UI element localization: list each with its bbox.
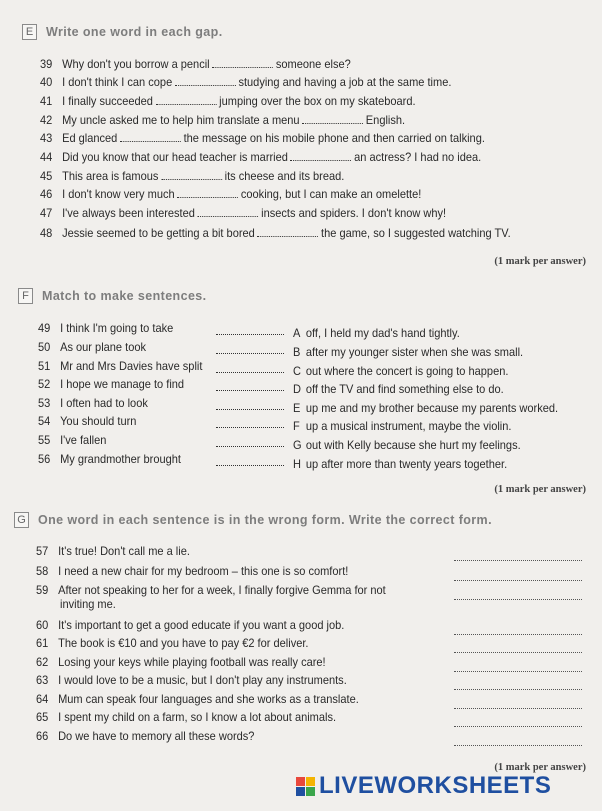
wrong-form-sentence <box>36 655 326 669</box>
option-text: up me and my brother because my parents worked. <box>305 401 559 415</box>
sentence-end: jumping over the box on my skateboard. <box>219 94 416 108</box>
sentence-start: Jessie seemed to be getting a bit bored <box>62 226 255 240</box>
gap-sentence <box>40 150 481 164</box>
item-number: 63 <box>36 673 49 687</box>
gap-blank[interactable] <box>302 115 363 124</box>
sentence-end: an actress? I had no idea. <box>354 150 482 164</box>
option-text: off the TV and find something else to do. <box>305 382 504 396</box>
wrong-form-sentence <box>36 729 254 743</box>
option-letter: F <box>293 419 300 433</box>
logo-square-2 <box>306 777 315 786</box>
logo-square-4 <box>306 787 315 796</box>
sentence-end: the message on his mobile phone and then carried on talking. <box>183 131 485 145</box>
option-letter: G <box>293 438 302 452</box>
match-answer-blank[interactable] <box>216 353 284 354</box>
wrong-form-sentence <box>36 673 347 687</box>
sentence-end: the game, so I suggested watching TV. <box>321 226 511 240</box>
option-letter: D <box>293 382 301 396</box>
sentence-text: After not speaking to her for a week, I finally forgive Gemma for not <box>58 583 386 597</box>
answer-line[interactable] <box>454 634 582 635</box>
gap-blank[interactable] <box>156 96 217 105</box>
gap-sentence <box>40 57 351 71</box>
item-number: 49 <box>38 321 51 335</box>
match-option <box>293 345 523 359</box>
match-option <box>293 419 511 433</box>
gap-blank[interactable] <box>212 59 273 68</box>
item-number: 54 <box>38 414 51 428</box>
liveworksheets-logo <box>296 772 551 800</box>
gap-sentence <box>40 206 446 220</box>
sentence-text: The book is €10 and you have to pay €2 for deliver. <box>58 636 309 650</box>
gap-blank[interactable] <box>258 228 319 237</box>
item-number: 64 <box>36 692 49 706</box>
answer-line[interactable] <box>454 652 582 653</box>
item-number: 41 <box>40 94 53 108</box>
sentence-text: I need a new chair for my bedroom – this one is so comfort! <box>58 564 349 578</box>
stem-text: I think I'm going to take <box>60 321 174 335</box>
match-option <box>293 326 460 340</box>
section-e-letter: E <box>22 24 37 40</box>
match-option <box>293 438 521 452</box>
match-answer-blank[interactable] <box>216 334 284 335</box>
item-number: 45 <box>40 169 53 183</box>
match-stem <box>38 452 181 466</box>
answer-line[interactable] <box>454 580 582 581</box>
item-number: 62 <box>36 655 49 669</box>
sentence-end: someone else? <box>275 57 351 71</box>
sentence-text: Losing your keys while playing football was really care! <box>58 655 326 669</box>
stem-text: As our plane took <box>60 340 147 354</box>
wrong-form-sentence <box>36 583 386 597</box>
sentence-text: I would love to be a music, but I don't play any instruments. <box>58 673 347 687</box>
answer-line[interactable] <box>454 599 582 600</box>
match-stem <box>38 340 146 354</box>
match-stem <box>38 321 173 335</box>
item-number: 59 <box>36 583 49 597</box>
item-number: 56 <box>38 452 51 466</box>
gap-sentence <box>40 113 405 127</box>
item-number: 66 <box>36 729 49 743</box>
wrong-form-sentence <box>36 544 190 558</box>
option-text: up a musical instrument, maybe the violin. <box>305 419 512 433</box>
logo-grid-icon <box>296 777 315 796</box>
section-f-letter: F <box>18 288 33 304</box>
item-number: 65 <box>36 710 49 724</box>
answer-line[interactable] <box>454 560 582 561</box>
item-number: 48 <box>40 226 53 240</box>
match-answer-blank[interactable] <box>216 465 284 466</box>
section-f-title: Match to make sentences. <box>42 289 207 303</box>
item-number: 57 <box>36 544 49 558</box>
item-number: 46 <box>40 187 53 201</box>
match-answer-blank[interactable] <box>216 427 284 428</box>
sentence-end: studying and having a job at the same time. <box>238 75 452 89</box>
gap-blank[interactable] <box>161 171 222 180</box>
item-number: 40 <box>40 75 53 89</box>
sentence-continuation: inviting me. <box>60 597 116 611</box>
option-text: after my younger sister when she was small. <box>305 345 524 359</box>
item-number: 42 <box>40 113 53 127</box>
gap-blank[interactable] <box>175 77 236 86</box>
section-g-letter: G <box>14 512 29 528</box>
item-number: 53 <box>38 396 51 410</box>
stem-text: You should turn <box>60 414 137 428</box>
stem-text: I often had to look <box>60 396 148 410</box>
logo-text: LIVEWORKSHEETS <box>319 772 552 799</box>
item-number: 61 <box>36 636 49 650</box>
gap-blank[interactable] <box>177 189 238 198</box>
sentence-end: its cheese and its bread. <box>224 169 345 183</box>
answer-line[interactable] <box>454 671 582 672</box>
match-answer-blank[interactable] <box>216 446 284 447</box>
logo-square-1 <box>296 777 305 786</box>
option-letter: E <box>293 401 301 415</box>
wrong-form-sentence <box>36 564 348 578</box>
item-number: 60 <box>36 618 49 632</box>
item-number: 47 <box>40 206 53 220</box>
section-g-mark: (1 mark per answer) <box>494 762 586 773</box>
match-answer-blank[interactable] <box>216 390 284 391</box>
wrong-form-sentence <box>36 636 308 650</box>
item-number: 55 <box>38 433 51 447</box>
stem-text: Mr and Mrs Davies have split <box>60 359 203 373</box>
section-e-mark: (1 mark per answer) <box>494 256 586 267</box>
option-letter: A <box>293 326 301 340</box>
stem-text: My grandmother brought <box>60 452 181 466</box>
match-option <box>293 382 504 396</box>
answer-line[interactable] <box>454 745 582 746</box>
gap-sentence <box>40 75 451 89</box>
item-number: 39 <box>40 57 53 71</box>
sentence-text: I spent my child on a farm, so I know a lot about animals. <box>58 710 337 724</box>
item-number: 51 <box>38 359 51 373</box>
item-number: 50 <box>38 340 51 354</box>
match-stem <box>38 414 136 428</box>
match-stem <box>38 359 202 373</box>
section-f-mark: (1 mark per answer) <box>494 484 586 495</box>
sentence-text: It's important to get a good educate if you want a good job. <box>58 618 345 632</box>
option-text: out with Kelly because she hurt my feelings. <box>305 438 521 452</box>
match-stem <box>38 433 106 447</box>
answer-line[interactable] <box>454 708 582 709</box>
sentence-end: cooking, but I can make an omelette! <box>240 187 422 201</box>
gap-sentence <box>40 131 485 145</box>
gap-blank[interactable] <box>198 208 259 217</box>
answer-line[interactable] <box>454 689 582 690</box>
stem-text: I've fallen <box>60 433 107 447</box>
gap-sentence <box>40 226 511 240</box>
gap-sentence <box>40 169 344 183</box>
item-number: 43 <box>40 131 53 145</box>
section-g-header <box>14 512 492 528</box>
logo-square-3 <box>296 787 305 796</box>
gap-sentence <box>40 94 416 108</box>
option-text: out where the concert is going to happen. <box>305 364 509 378</box>
sentence-start: I've always been interested <box>62 206 195 220</box>
gap-sentence <box>40 187 421 201</box>
match-option <box>293 457 507 471</box>
match-answer-blank[interactable] <box>216 409 284 410</box>
sentence-end: insects and spiders. I don't know why! <box>261 206 447 220</box>
match-stem <box>38 377 184 391</box>
item-number: 58 <box>36 564 49 578</box>
sentence-start: I don't think I can cope <box>62 75 173 89</box>
sentence-start: Why don't you borrow a pencil <box>62 57 210 71</box>
wrong-form-sentence <box>36 618 344 632</box>
sentence-start: My uncle asked me to help him translate a menu <box>62 113 300 127</box>
option-text: off, I held my dad's hand tightly. <box>305 326 460 340</box>
sentence-start: I don't know very much <box>62 187 175 201</box>
gap-blank[interactable] <box>120 133 181 142</box>
item-number: 44 <box>40 150 53 164</box>
item-number: 52 <box>38 377 51 391</box>
match-answer-blank[interactable] <box>216 372 284 373</box>
section-e-title: Write one word in each gap. <box>46 25 223 39</box>
gap-blank[interactable] <box>291 152 352 161</box>
match-option <box>293 364 508 378</box>
option-text: up after more than twenty years together. <box>305 457 508 471</box>
sentence-start: This area is famous <box>62 169 159 183</box>
section-f-header <box>18 288 207 304</box>
match-option <box>293 401 558 415</box>
section-g-title: One word in each sentence is in the wrong form. Write the correct form. <box>38 513 492 527</box>
stem-text: I hope we manage to find <box>60 377 185 391</box>
option-letter: C <box>293 364 301 378</box>
option-letter: B <box>293 345 301 359</box>
sentence-start: I finally succeeded <box>62 94 153 108</box>
sentence-start: Ed glanced <box>62 131 118 145</box>
wrong-form-sentence <box>36 710 336 724</box>
answer-line[interactable] <box>454 726 582 727</box>
section-e-header <box>22 24 223 40</box>
sentence-start: Did you know that our head teacher is married <box>62 150 288 164</box>
option-letter: H <box>293 457 301 471</box>
sentence-text: It's true! Don't call me a lie. <box>58 544 190 558</box>
wrong-form-sentence <box>36 692 359 706</box>
sentence-text: Mum can speak four languages and she works as a translate. <box>58 692 359 706</box>
sentence-end: English. <box>365 113 406 127</box>
match-stem <box>38 396 148 410</box>
sentence-text: Do we have to memory all these words? <box>58 729 255 743</box>
